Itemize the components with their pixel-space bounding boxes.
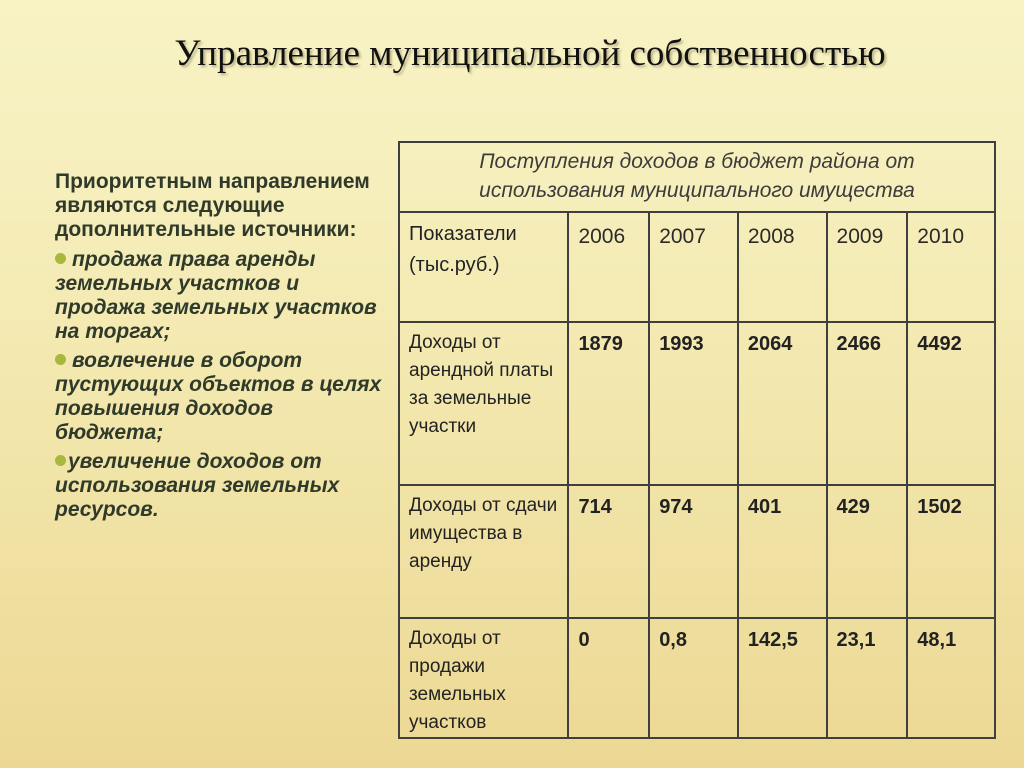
table-header-row	[399, 212, 995, 322]
intro-text: Приоритетным направлением являются следующие дополнительные источники:	[55, 170, 370, 241]
row-label: Доходы от сдачи имущества в аренду	[399, 485, 568, 618]
bullet-list	[55, 248, 385, 522]
row-label: Доходы от продажи земельных участков	[399, 618, 568, 738]
table-cell: 0,8	[649, 618, 738, 738]
header-year: 2008	[738, 212, 827, 322]
table-cell: 1993	[649, 322, 738, 485]
table-cell: 48,1	[907, 618, 995, 738]
table-cell: 142,5	[738, 618, 827, 738]
slide-title: Управление муниципальной собственностью	[174, 33, 886, 74]
table-cell: 2466	[827, 322, 908, 485]
bullet-item	[55, 349, 385, 445]
table-cell: 401	[738, 485, 827, 618]
table-caption: Поступления доходов в бюджет района от использования муниципального имущества	[399, 142, 995, 212]
bullet-text: увеличение доходов от использования земельных ресурсов.	[55, 450, 340, 521]
table-cell: 23,1	[827, 618, 908, 738]
table-cell: 0	[568, 618, 649, 738]
bullet-text: продажа права аренды земельных участков и продажа земельных участков на торгах;	[55, 248, 377, 343]
header-year: 2007	[649, 212, 738, 322]
row-label: Доходы от арендной платы за земельные участки	[399, 322, 568, 485]
table-cell: 2064	[738, 322, 827, 485]
bullet-dot-icon	[55, 455, 66, 466]
left-panel	[55, 170, 385, 527]
header-indicators: Показатели (тыс.руб.)	[399, 212, 568, 322]
bullet-item	[55, 248, 385, 344]
bullet-dot-icon	[55, 253, 66, 264]
bullet-text: вовлечение в оборот пустующих объектов в целях повышения доходов бюджета;	[55, 349, 382, 444]
income-table	[398, 141, 996, 739]
header-year: 2010	[907, 212, 995, 322]
table-cell: 974	[649, 485, 738, 618]
table-row	[399, 485, 995, 618]
header-year: 2009	[827, 212, 908, 322]
bullet-dot-icon	[55, 354, 66, 365]
table-cell: 714	[568, 485, 649, 618]
header-year: 2006	[568, 212, 649, 322]
table-cell: 4492	[907, 322, 995, 485]
table-caption-row	[399, 142, 995, 212]
bullet-item	[55, 450, 385, 522]
table-row	[399, 322, 995, 485]
table-cell: 1502	[907, 485, 995, 618]
table-cell: 429	[827, 485, 908, 618]
table-cell: 1879	[568, 322, 649, 485]
table-row	[399, 618, 995, 738]
